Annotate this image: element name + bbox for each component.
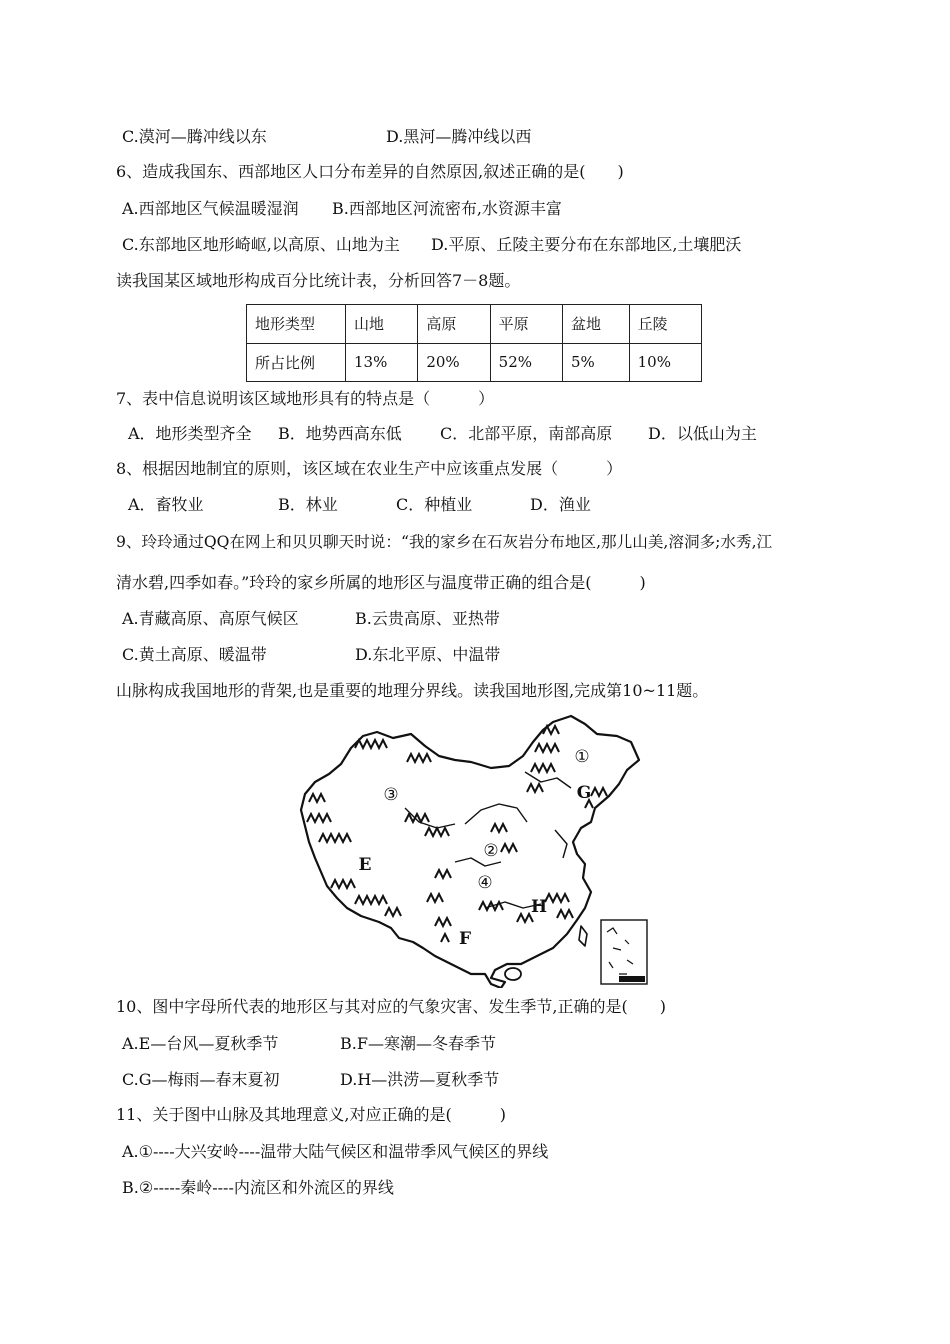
- q9-option-b: B.云贵高原、亚热带: [355, 609, 500, 628]
- table-cell: 盆地: [562, 305, 629, 344]
- map-label-e: E: [358, 855, 372, 875]
- q10-option-b: B.F—寒潮—冬春季节: [340, 1034, 496, 1053]
- table-cell: 山地: [346, 305, 418, 344]
- q7-option-d: D．以低山为主: [648, 424, 757, 443]
- q6-option-d: D.平原、丘陵主要分布在东部地区,土壤肥沃: [431, 235, 742, 254]
- map-label-1: ①: [574, 747, 590, 767]
- table-cell: 平原: [490, 305, 562, 344]
- q7-option-b: B．地势西高东低: [278, 424, 402, 443]
- q8-option-d: D．渔业: [530, 495, 591, 514]
- q7-stem: 7、表中信息说明该区域地形具有的特点是（ ）: [116, 389, 495, 408]
- map-label-h: H: [530, 897, 548, 917]
- intro-7-8: 读我国某区域地形构成百分比统计表，分析回答7－8题。: [116, 271, 521, 290]
- table-header-row: [247, 305, 702, 344]
- inset-scale-bar: [619, 976, 645, 982]
- mountain-range-icon: [427, 870, 451, 942]
- map-label-f: F: [458, 929, 472, 949]
- table-cell: 10%: [629, 343, 701, 382]
- q10-stem: 10、图中字母所代表的地形区与其对应的气象灾害、发生季节,正确的是( ): [116, 997, 666, 1016]
- terrain-percentage-table: [246, 304, 702, 382]
- mountain-range-icon: [307, 794, 351, 842]
- boundary-line: [465, 804, 527, 824]
- intro-10-11: 山脉构成我国地形的背架,也是重要的地理分界线。读我国地形图,完成第10~11题。: [116, 681, 709, 700]
- q9-stem-line1: 9、玲玲通过QQ在网上和贝贝聊天时说：“我的家乡在石灰岩分布地区,那儿山美,溶洞多;水秀,江: [116, 533, 773, 551]
- table-cell: 13%: [346, 343, 418, 382]
- q7-option-c: C．北部平原，南部高原: [440, 424, 613, 443]
- mountain-range-icon: [331, 880, 401, 916]
- q6-stem: 6、造成我国东、西部地区人口分布差异的自然原因,叙述正确的是( ): [116, 162, 624, 181]
- table-cell: 地形类型: [247, 305, 346, 344]
- boundary-line: [405, 808, 455, 828]
- q10-option-d: D.H—洪涝—夏秋季节: [340, 1070, 500, 1089]
- map-label-2: ②: [483, 841, 499, 861]
- q5-option-c: C.漠河—腾冲线以东: [122, 127, 267, 146]
- q8-stem: 8、根据因地制宜的原则，该区域在农业生产中应该重点发展（ ）: [116, 459, 623, 478]
- china-terrain-map: [295, 712, 655, 988]
- q11-option-a: A.①----大兴安岭----温带大陆气候区和温带季风气候区的界线: [122, 1142, 549, 1161]
- table-cell: 高原: [418, 305, 490, 344]
- q8-option-b: B．林业: [278, 495, 338, 514]
- hainan-island: [505, 968, 521, 980]
- q6-option-b: B.西部地区河流密布,水资源丰富: [332, 199, 562, 218]
- boundary-line: [555, 830, 567, 858]
- table-cell: 52%: [490, 343, 562, 382]
- q5-option-d: D.黑河—腾冲线以西: [386, 127, 532, 146]
- q11-stem: 11、关于图中山脉及其地理意义,对应正确的是( ): [116, 1105, 506, 1124]
- map-label-4: ④: [477, 873, 493, 893]
- q9-option-c: C.黄土高原、暖温带: [122, 645, 267, 664]
- map-label-3: ③: [383, 785, 399, 805]
- table-cell: 所占比例: [247, 343, 346, 382]
- q9-option-d: D.东北平原、中温带: [355, 645, 501, 664]
- q6-option-c: C.东部地区地形崎岖,以高原、山地为主: [122, 235, 400, 254]
- map-label-g: G: [576, 783, 592, 803]
- q11-option-b: B.②-----秦岭----内流区和外流区的界线: [122, 1178, 394, 1197]
- table-row: [247, 343, 702, 382]
- taiwan-island: [579, 926, 587, 946]
- q8-option-a: A．畜牧业: [128, 495, 204, 514]
- q8-option-c: C．种植业: [396, 495, 473, 514]
- q6-option-a: A.西部地区气候温暖湿润: [122, 199, 299, 218]
- table-cell: 20%: [418, 343, 490, 382]
- q10-option-a: A.E—台风—夏秋季节: [122, 1034, 279, 1053]
- q7-option-a: A．地形类型齐全: [128, 424, 252, 443]
- table-cell: 丘陵: [629, 305, 701, 344]
- q10-option-c: C.G—梅雨—春末夏初: [122, 1070, 280, 1089]
- mountain-range-icon: [479, 824, 517, 910]
- q9-option-a: A.青藏高原、高原气候区: [122, 609, 299, 628]
- q9-stem-line2: 清水碧,四季如春。”玲玲的家乡所属的地形区与温度带正确的组合是( ): [116, 573, 646, 592]
- table-cell: 5%: [562, 343, 629, 382]
- mountain-range-icon: [355, 740, 431, 762]
